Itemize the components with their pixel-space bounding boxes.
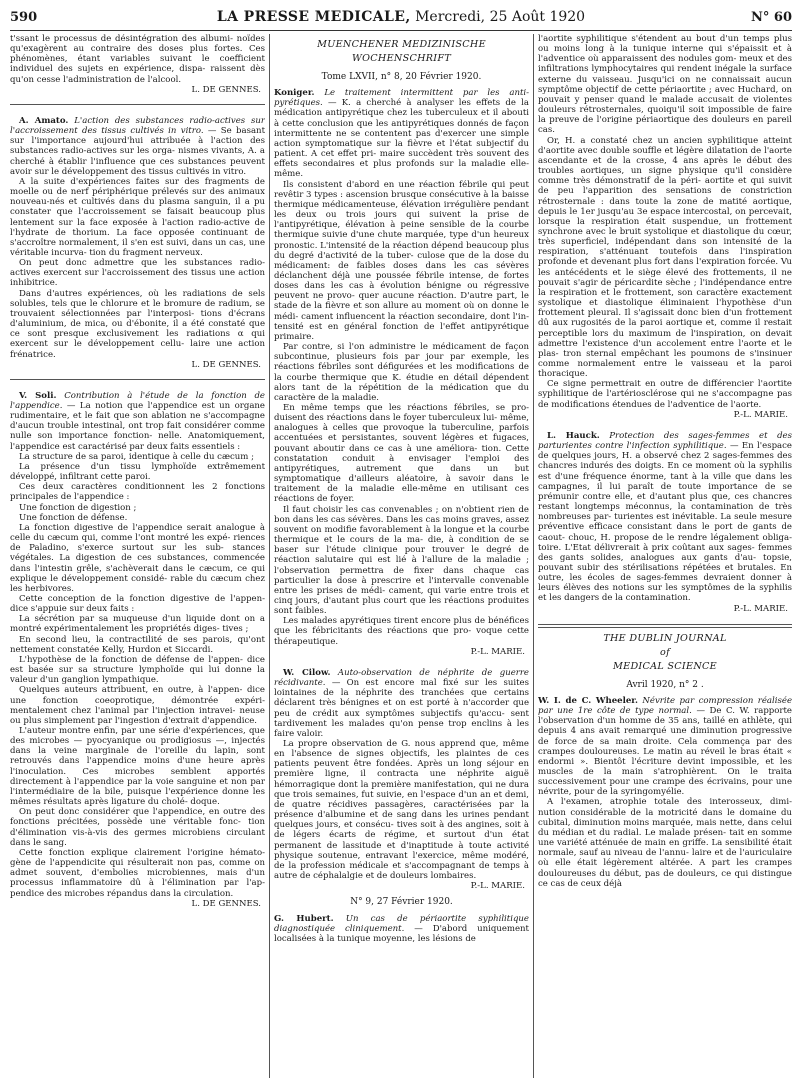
issue-date: Mercredi, 25 Août 1920 — [415, 9, 586, 25]
column-middle — [274, 34, 529, 1078]
paragraph: l'aortite syphilitique s'étendent au bout d'un temps plus ou moins long à la tunique interne qui s'épaissit et à l'adventice où apparaissent des nodules gom- meux et des infiltrations lymphocytaires qui rendent inégale la surface externe du vaisseau. Jusqu'ici on ne connaissait aucun symptôme objectif de cette périaortite ; avec Huchard, on pouvait y penser quand le malade accusait de violentes douleurs rétrosternales, quoiqu'il soit impossible de faire la preuve de l'origine périaortique des douleurs en pareil cas. — [538, 34, 792, 136]
article-divider — [10, 379, 265, 380]
author-signature: L. DE GENNES. — [191, 898, 261, 909]
column-rule — [533, 34, 534, 1078]
newspaper-page — [10, 8, 792, 1078]
article-title: Un cas de périaortite syphilitique diagnostiquée cliniquement. — [274, 913, 529, 934]
article-lead — [10, 391, 265, 452]
author-signature: P.-L. MARIE. — [470, 881, 525, 892]
article-author: L. Hauck. — [547, 430, 600, 441]
section-divider — [538, 624, 792, 628]
paragraph: Dans d'autres expériences, où les radiations de sels solubles, tels que le chlorure et le bromure de radium, se trouvaient sélectionnées par l'interposi- tions d'écrans d'aluminium, de mica, ou d'ébonite, il a été constaté que ce sont presque exclusivement les radiations α qui exercent sur le développement cellu- laire une action frénatrice. — [10, 288, 265, 360]
column-rule — [269, 34, 270, 1078]
journal-name-line: MEDICAL SCIENCE — [613, 660, 717, 672]
author-signature: L. DE GENNES. — [191, 84, 261, 95]
author-signature: P.-L. MARIE. — [733, 603, 788, 614]
article-text: — En l'espace de quelques jours, H. a observé chez 2 sages-femmes des chancres indurés des doigts. En ce moment où la syphilis est d'une fréquence énorme, tant à la ville que dans les campagnes, il lui paraît de toute importance de se prémunir contre elle, et d'autant plus que, ces chancres restant longtemps méconnus, la contamination de très nombreuses par- turientes est inévitable. La seule mesure préventive efficace consistant dans le port de gants de caout- chouc, H. propose de le rendre légalement obliga- toire. L'Etat délivrerait à prix coûtant aux sages- femmes des gants solides, analogues aux gants d'au- topsie, pouvant subir des stérilisations répétées et brutales. En outre, les écoles de sages-femmes devraient donner à leurs élèves des notions sur les symptômes de la syphilis et les dangers de la contamination. — [538, 441, 792, 604]
journal-issue: Avril 1920, n° 2 . — [626, 679, 704, 690]
article-lead — [538, 696, 792, 798]
paragraph: En même temps que les réactions fébriles, se pro- duisent des réactions dans le foyer tuberculeux lui- même, analogues à celles que provoque la tuberculine, parfois accentuées et persistantes, souvent légères et fugaces, pouvant aboutir dans ce cas à une améliora- tion. Cette constatation conduit à envisager l'emploi des antipyrétiques, autrement que dans un but symptomatique d'ailleurs aléatoire, à savoir dans le traitement de la maladie elle-même en utilisant ces réactions de foyer. — [274, 403, 529, 505]
paragraph: La structure de sa paroi, identique à celle du cæcum ; — [19, 451, 254, 462]
paragraph: En second lieu, la contractilité de ses parois, qu'ont nettement constatée Kelly, Hurdon et Siccardi. — [10, 634, 265, 655]
article-title: Névrite par compression réalisée par une 1re côte de type normal. — [538, 695, 792, 717]
paragraph: Cette conception de la fonction digestive de l'appen- dice s'appuie sur deux faits : — [10, 593, 265, 615]
paragraph: Ces deux caractères conditionnent les 2 fonctions principales de l'appendice : — [10, 482, 265, 503]
article-title: Contribution à l'étude de la fonction de l'appendice. — [10, 390, 265, 411]
article-text: — De C. W. rapporte l'observation d'un homme de 35 ans, taillé en athlète, qui depuis 4 ans avait remarqué une diminution progressive de force de sa main droite. Cela commença par des crampes douloureuses. Le matin au réveil le bras était « endormi ». Bientôt l'écriture devint impossible, et les muscles de la main s'atrophièrent. On le traita successivement pour une crampe des écrivains, pour une névrite, pour de la syringomyélie. — [538, 706, 792, 798]
article-lead — [538, 431, 792, 604]
paragraph: La sécrétion par sa muqueuse d'un liquide dont on a montré expérimentalement les propriétés diges- tives ; — [10, 614, 265, 635]
paragraph: La fonction digestive de l'appendice serait analogue à celle du cæcum qui, comme l'ont montré les expé- riences de Paladino, s'exerce surtout sur les sub- stances végétales. La digestion de ces substances, commencée dans l'intestin grêle, s'achèverait dans le cæcum, ce qui explique le développement considé- rable du cæcum chez les herbivores. — [10, 522, 265, 594]
article-lead — [274, 668, 529, 739]
article-title: Protection des sages-femmes et des parturientes contre l'infection syphilitique. — [538, 430, 792, 452]
paragraph: Une fonction de digestion ; — [19, 502, 137, 513]
paragraph: A l'examen, atrophie totale des interosseux, dimi- nution considérable de la motricité dans le domaine du cubital, diminution moins marquée, mais nette, dans celui du médian et du radial. Le malade présen- tait en somme une variété atténuée de main en griffe. La sensibilité était normale, sauf au niveau de l'annu- laire et de l'auriculaire où elle était légèrement altérée. A part les crampes douloureuses du début, pas de douleurs, ce qui distingue ce cas de ceux déjà — [538, 797, 792, 889]
paragraph: A la suite d'expériences faites sur des fragments de moelle ou de nerf périphérique prélevés sur des animaux nouveau-nés et cultivés dans du plasma sanguin, il a pu constater que l'accroissement se faisait beaucoup plus lentement sur la face exposée à l'action radio-active de l'hydrate de thorium. La face opposée continuant de s'accroître normalement, il s'en est suivi, dans un cas, une véritable incurva- tion du fragment nerveux. — [10, 176, 265, 258]
article-author: V. Soli. — [19, 390, 57, 401]
paragraph: Une fonction de défense. — [19, 512, 128, 523]
article-author: Koniger. — [274, 88, 315, 99]
paragraph: Cette fonction explique clairement l'origine hémato- gène de l'appendicite qui résulterait non pas, comme on admet souvent, d'embolies microbiennes, mais d'un processus inflammatoire dû à l'élimination par l'ap- pendice des microbes répandus dans la circulation. — [10, 847, 265, 899]
article-lead — [274, 914, 529, 944]
article-author: W. Cilow. — [283, 667, 331, 678]
paragraph: L'hypothèse de la fonction de défense de l'appen- dice est basée sur sa structure lymphoïde qui lui donne la valeur d'un ganglion lympathique. — [10, 654, 265, 686]
article-title: L'action des substances radio-actives sur l'accroissement des tissus cultivés in vitro. — [10, 115, 265, 137]
paragraph: t'ssant le processus de désintégration des albumi- noïdes qu'exagèrent au contraire des doses plus fortes. Ces phénomènes, étant variables suivant le coefficient individuel des sujets en expérience, dispa- raissent dès qu'on cesse l'administration de l'alcool. — [10, 34, 265, 85]
article-author: G. Hubert. — [274, 913, 334, 924]
article-author: W. I. de C. Wheeler. — [538, 695, 638, 706]
issue-number: N° 60 — [751, 10, 792, 25]
journal-title: LA PRESSE MEDICALE, — [216, 9, 411, 25]
author-signature: P.-L. MARIE. — [470, 646, 525, 657]
page-header — [10, 8, 792, 31]
paragraph: La présence d'un tissu lymphoïde extrêmement développé, infiltrant cette paroi. — [10, 461, 265, 483]
paragraph: Ce signe permettrait en outre de différencier l'aortite syphilitique de l'artériosclérose qui ne s'accompagne pas de modifications étendues de l'adventice de l'aorte. — [538, 379, 792, 410]
author-signature: L. DE GENNES. — [191, 359, 261, 370]
journal-title-line — [10, 9, 792, 25]
article-text: — K. a cherché à analyser les effets de la médication antipyrétique chez les tuberculeux et il abouti à cette conclusion que les antipyrétiques donnés de façon intermittente ne se contentent pas d'exercer une simple action symptomatique sur la fièvre et l'état subjectif du patient. A cet effet pri- maire succèdent très souvent des effets secondaires et plus profonds sur la maladie elle-même. — [274, 98, 529, 180]
journal-name-line: MUENCHENER MEDIZINISCHE — [317, 39, 486, 50]
page-number: 590 — [10, 10, 38, 25]
article-lead — [274, 88, 529, 179]
paragraph: Or, H. a constaté chez un ancien syphilitique atteint d'aortite avec double souffle et légère dilatation de l'aorte ascendante et de la crosse, 4 ans après le début des troubles aortiques, un signe physique qu'il considère comme très démonstratif de la péri- aortite et qui suivit de peu l'apparition des sensations de constriction rétrosternale : dans toute la zone de matité aortique, depuis le 1er jusqu'au 3e espace intercostal, on percevait, lorsque la respiration était suspendue, un frottement synchrone avec le bruit systolique et diastolique du cœur, très superficiel, indépendant dans son intensité de la respiration, s'atténuant toutefois dans l'inspiration profonde et devenant plus fort dans l'expiration forcée. Vu les antécédents et le siège élevé des frottements, il ne pouvait s'agir de péricardite sèche ; l'indépendance entre la respiration et le frottement, son caractère exactement systolique et diastolique éliminaient l'hypothèse d'un frottement pleural. Il s'agissait donc bien d'un frottement dû aux rugosités de la paroi aortique et, comme il restait perceptible lors du maximum de l'inspiration, on devait admettre l'existence d'un accolement entre l'aorte et le plas- tron sternal empêchant les poumons de s'insinuer comme normalement entre le vaisseau et la paroi thoracique. — [538, 135, 792, 380]
journal-heading — [274, 38, 529, 66]
article-title: Le traitement intermittent par les anti- pyrétiques. — [274, 88, 529, 109]
column-right — [538, 34, 792, 1078]
paragraph: Ils consistent d'abord en une réaction fébrile qui peut revêtir 3 types : ascension brusque consécutive à la baisse thermique médicamenteuse, élévation irrégulière pendant les deux ou trois jours qui suivent la prise de l'antipyrétique, élévation à peine sensible de la courbe thermique suivie d'une chute marquée, type d'un heureux pronostic. L'intensité de la réaction dépend beaucoup plus du degré d'activité de la tuber- culose que de la dose du médicament: de faibles doses dans les cas sévères déclanchent déjà une poussée fébrile intense, de fortes doses dans les cas à évolution bénigne ou régressive peuvent ne provo- quer aucune réaction. D'autre part, le stade de la fièvre et son allure au moment où on donne le médi- cament influencent la réaction secondaire, dont l'in- tensité est en général fonction de l'effet antipyrétique primaire. — [274, 179, 529, 342]
journal-name-line: THE DUBLIN JOURNAL — [603, 632, 727, 644]
article-title: Auto-observation de néphrite de guerre récidivante. — [274, 667, 529, 689]
journal-name-line: WOCHENSCHRIFT — [351, 53, 452, 64]
paragraph: Les malades apyrétiques tirent encore plus de bénéfices que les fébricitants des réactions que pro- voque cette thérapeutique. — [274, 616, 529, 647]
article-divider — [10, 104, 265, 105]
article-text: — La notion que l'appendice est un organe rudimentaire, et le fait que son ablation ne s'accompagne d'aucun trouble intestinal, ont trop fait considérer comme nulle son importance fonction- nelle. Anatomiquement, l'appendice est caractérisé par deux faits essentiels : — [10, 401, 265, 452]
paragraph: Par contre, si l'on administre le médicament de façon subcontinue, plusieurs fois par jour par exemple, les réactions fébriles sont défigurées et les modifications de la courbe thermique que K. étudie en détail dépendent alors tant de la répétition de la médication que du caractère de la maladie. — [274, 342, 529, 403]
paragraph: La propre observation de G. nous apprend que, même en l'absence de signes objectifs, les plaintes de ces patients peuvent être fondées. Après un long séjour en première ligne, il contracta une néphrite aiguë hémorragique dont la première manifestation, qui ne dura que trois semaines, fut suivie, en l'espace d'un an et demi, de quatre récidives passagères, caractérisées par la présence d'albumine et de sang dans les urines pendant quelques jours, et consécu- tives soit à des angines, soit à de légers écarts de régime, et surtout d'un état permanent de lassitude et d'inaptitude à toute activité physique soutenue, entravant l'exercice, même modéré, de la profession médicale et s'accompagnant de temps à autre de céphalalgie et de douleurs lombaires. — [274, 739, 529, 882]
article-text: — D'abord uniquement localisées à la tunique moyenne, les lésions de — [274, 923, 529, 944]
author-signature: P.-L. MARIE. — [733, 409, 788, 420]
paragraph: Il faut choisir les cas convenables ; on n'obtient rien de bon dans les cas sévères. Dans les cas moins graves, assez souvent on modifie favorablement à la longue et la courbe thermique et le cours de la ma- die, à condition de se baser sur l'étude clinique pour trouver le degré de réaction salutaire qui est lié à l'allure de la maladie ; l'observation permettra de fixer dans chaque cas particulier la dose à prescrire et l'intervalle convenable entre les prises de médi- cament, qui varie entre trois et cinq jours, d'autant plus court que les réactions produites sont faibles. — [274, 504, 529, 617]
article-lead — [10, 116, 265, 177]
article-author: A. Amato. — [19, 115, 69, 126]
journal-issue: N° 9, 27 Février 1920. — [350, 897, 453, 908]
paragraph: On peut donc admettre que les substances radio- actives exercent sur l'accroissement des tissus une action inhibitrice. — [10, 258, 265, 289]
journal-name-line: of — [660, 646, 670, 658]
article-text: — Se basant sur l'importance aujourd'hui attribuée à l'action des substances radio-actives sur les orga- nismes vivants, A. a cherché à établir l'influence que ces substances peuvent avoir sur le développement des tissus cultivés in vitro. — [10, 126, 265, 177]
column-left — [10, 34, 265, 1078]
paragraph: Quelques auteurs attribuent, en outre, à l'appen- dice une fonction coeoprotique, démontrée expéri- mentalement chez l'animal par l'injection intravei- neuse ou plus simplement par l'ingestion d'extrait d'appendice. — [10, 685, 265, 726]
journal-issue: Tome LXVII, n° 8, 20 Février 1920. — [321, 72, 482, 82]
paragraph: On peut donc considérer que l'appendice, en outre des fonctions précitées, possède une véritable fonc- tion d'élimination vis-à-vis des germes microbiens circulant dans le sang. — [10, 807, 265, 848]
paragraph: L'auteur montre enfin, par une série d'expériences, que des microbes — pyocyanique ou prodigiosus —, injectés dans la veine marginale de l'oreille du lapin, sont retrouvés dans l'appendice moins d'une heure après l'inoculation. Ces microbes semblent apportés directement à l'appendice par la voie sanguine et non par l'intermédiaire de la bile, puisque l'expérience donne les mêmes résultats après ligature du cholé- doque. — [10, 726, 265, 808]
article-text: — On est encore mal fixé sur les suites lointaines de la néphrite des tranchées que certains déclarent très bénignes et on est porté à n'accorder que peu de crédit aux symptômes subjectifs qu'accu- sent tardivement les malades qu'on pense trop enclins à les faire valoir. — [274, 678, 529, 739]
journal-heading — [538, 632, 792, 674]
